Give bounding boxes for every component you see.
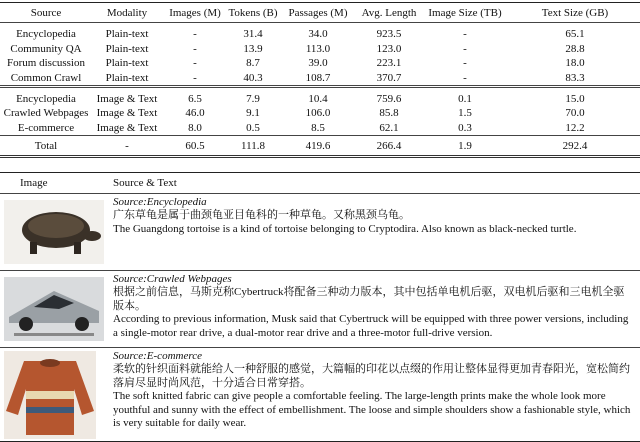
table-cell: 28.8 [565, 42, 585, 55]
table-cell: Total [0, 136, 92, 157]
column-header: Avg. Length [358, 3, 420, 23]
example-row-encyclopedia [0, 194, 640, 271]
sweater-image [4, 351, 96, 439]
table-cell: 40.3 [243, 72, 263, 85]
table-cell: 31.4 [243, 28, 263, 41]
table-cell: - [193, 72, 197, 85]
table-row [0, 71, 640, 87]
table-cell: 108.7 [305, 72, 331, 85]
table-cell: 39.0 [308, 57, 328, 70]
table-cell: 0.1 [420, 87, 510, 106]
dataset-statistics-table [0, 2, 640, 158]
table-cell: 65.1 [565, 28, 585, 41]
table-cell: - [463, 42, 467, 55]
table-cell: - [92, 136, 162, 157]
column-header: Image Size (TB) [420, 3, 510, 23]
table-cell: 923.5 [376, 28, 402, 41]
table-row [0, 121, 640, 136]
table-cell: 759.6 [358, 87, 420, 106]
example-source: Source:Crawled Webpages [113, 273, 232, 285]
column-header: Images (M) [162, 3, 228, 23]
table-cell: 12.2 [565, 121, 585, 134]
table-cell: 1.9 [420, 136, 510, 157]
table-cell: Encyclopedia [0, 87, 92, 106]
example-text-en: The soft knitted fabric can give people a comfortable feeling. The large-length prints make the whole look more youthful and sunny with the effect of embellishment. The loose and simple shoulders show a fashionable style, which is very suitable for daily wear. [113, 390, 631, 430]
table-cell: 13.9 [243, 42, 263, 55]
table-row [0, 42, 640, 57]
table-cell: 34.0 [308, 28, 328, 41]
table-cell: Crawled Webpages [3, 107, 89, 120]
table-cell: 85.8 [379, 107, 399, 120]
column-header: Tokens (B) [228, 3, 278, 23]
example-text-zh: 柔软的针织面料就能给人一种舒服的感觉，大篇幅的印花以点缀的作用让整体显得更加青春阳光，宽松简约落肩尽显时尚风范，十分适合日常穿搭。 [113, 363, 630, 389]
table-cell: 113.0 [305, 42, 331, 55]
table-row [0, 106, 640, 121]
example-text-zh: 广东草龟是属于曲颈龟亚目龟科的一种草龟。又称黑颈乌龟。 [113, 209, 410, 222]
table-cell: 266.4 [358, 136, 420, 157]
table-cell: Plain-text [105, 28, 149, 41]
table-cell: 292.4 [510, 136, 640, 157]
table-cell: - [463, 28, 467, 41]
table-cell: 123.0 [376, 42, 402, 55]
table-cell: 0.3 [458, 121, 472, 134]
table-cell: Image & Text [96, 121, 158, 134]
table-cell: 8.5 [311, 121, 325, 134]
table-cell: 46.0 [185, 107, 205, 120]
table-cell: Encyclopedia [16, 28, 76, 41]
table-cell: 9.1 [246, 107, 260, 120]
table-cell: 15.0 [510, 87, 640, 106]
table-cell: Image & Text [92, 87, 162, 106]
tortoise-image [4, 200, 104, 264]
table-cell: 62.1 [379, 121, 399, 134]
example-text-en: According to previous information, Musk said that Cybertruck will be equipped with three power versions, including a single-motor rear drive, a dual-motor rear drive and a three-motor full-drive version. [113, 313, 629, 339]
table-cell: - [193, 28, 197, 41]
header-source-text: Source & Text [113, 177, 177, 189]
column-header: Passages (M) [278, 3, 358, 23]
column-header: Text Size (GB) [510, 3, 640, 23]
example-source: Source:Encyclopedia [113, 196, 207, 208]
table-cell: 60.5 [162, 136, 228, 157]
cybertruck-image [4, 277, 104, 341]
header-image: Image [20, 177, 48, 189]
table-cell: 419.6 [278, 136, 358, 157]
example-text-en: The Guangdong tortoise is a kind of tortoise belonging to Cryptodira. Also known as black-necked turtle. [113, 222, 577, 235]
table-cell: 111.8 [228, 136, 278, 157]
table-cell: 7.9 [228, 87, 278, 106]
example-source: Source:E-commerce [113, 350, 202, 362]
table-cell: 10.4 [278, 87, 358, 106]
table-cell: - [193, 57, 197, 70]
table-cell: Community QA [10, 42, 82, 55]
table-cell: Forum discussion [7, 57, 85, 70]
table-row [0, 56, 640, 71]
table-cell: - [193, 42, 197, 55]
table-cell: 18.0 [565, 57, 585, 70]
table-cell: 70.0 [565, 107, 585, 120]
example-text-zh: 根据之前信息，马斯克称Cybertruck将配备三种动力版本，其中包括单电机后驱，双电机后驱和三电机全驱版本。 [113, 286, 625, 312]
table-cell: 6.5 [162, 87, 228, 106]
table-row [0, 23, 640, 42]
table-row [0, 87, 640, 106]
table-cell: Plain-text [105, 42, 149, 55]
examples-table [0, 172, 640, 442]
table-cell: 223.1 [376, 57, 402, 70]
table-cell: 8.0 [188, 121, 202, 134]
table-cell: Plain-text [105, 72, 149, 85]
example-row-crawled-webpages [0, 271, 640, 348]
table-cell: 370.7 [376, 72, 402, 85]
table-cell: 1.5 [458, 107, 472, 120]
table-cell: 8.7 [246, 57, 260, 70]
column-header: Modality [92, 3, 162, 23]
table-cell: Plain-text [105, 57, 149, 70]
table-cell: E-commerce [17, 121, 75, 134]
examples-header-row [0, 173, 640, 194]
table-cell: - [463, 72, 467, 85]
table-cell: - [463, 57, 467, 70]
table-header-row [0, 3, 640, 23]
table-cell: Image & Text [96, 107, 158, 120]
table-cell: 0.5 [246, 121, 260, 134]
table-cell: Common Crawl [10, 72, 82, 85]
column-header: Source [0, 3, 92, 23]
table-cell: 106.0 [305, 107, 331, 120]
example-row-e-commerce [0, 348, 640, 442]
table-cell: 83.3 [565, 72, 585, 85]
total-row [0, 136, 640, 157]
